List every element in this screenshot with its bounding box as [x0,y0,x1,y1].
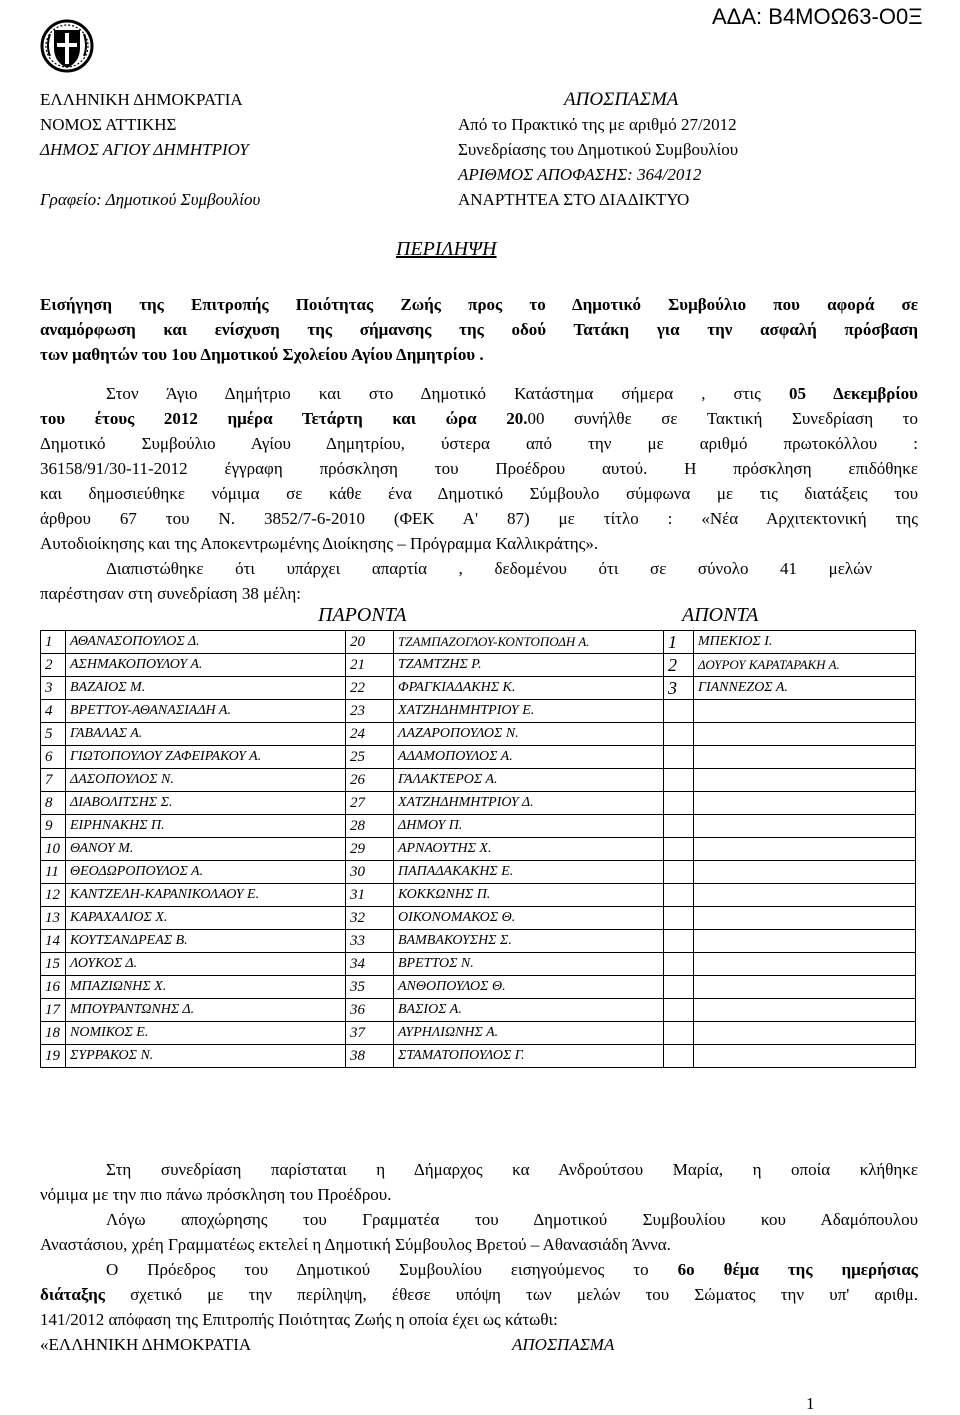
present-number: 16 [41,976,66,999]
absent-empty-number [664,907,694,930]
absent-empty-name [694,700,916,723]
present-name: ΣΤΑΜΑΤΟΠΟΥΛΟΣ Γ. [394,1045,664,1068]
closing-quote-country: «ΕΛΛΗΝΙΚΗ ΔΗΜΟΚΡΑΤΙΑ [40,1335,252,1354]
absent-heading: ΑΠΟΝΤΑ [682,604,759,626]
present-name: ΓΑΒΑΛΑΣ Α. [66,723,346,746]
absent-empty-name [694,1045,916,1068]
absent-empty-number [664,769,694,792]
closing-p1-line-2: νόμιμα με την πιο πάνω πρόσκληση του Προέδρου. [40,1185,392,1204]
intro-date: 05 Δεκεμβρίου [788,384,918,403]
absent-number: 2 [664,654,694,677]
table-row [41,976,916,999]
present-name: ΚΑΡΑΧΑΛΙΟΣ Χ. [66,907,346,930]
present-name: ΔΗΜΟΥ Π. [394,815,664,838]
present-number: 26 [346,769,394,792]
closing-p3-line-2-text: σχετικό με την περίληψη, έθεσε υπόψη των μελών του Σώματος την υπ' αριθμ. [104,1285,918,1304]
absent-name: ΔΟΥΡΟΥ ΚΑΡΑΤΑΡΑΚΗ Α. [694,654,916,677]
present-number: 9 [41,815,66,838]
closing-p3-line-3: 141/2012 απόφαση της Επιτροπής Ποιότητας Ζωής η οποία έχει ως κάτωθι: [40,1310,558,1329]
intro-line-9: παρέστησαν στη συνεδρίαση 38 μέλη: [40,584,302,603]
present-name: ΤΖΑΜΤΖΗΣ Ρ. [394,654,664,677]
present-number: 20 [346,631,394,654]
present-number: 6 [41,746,66,769]
present-name: ΚΑΝΤΖΕΛΗ-ΚΑΡΑΝΙΚΟΛΑΟΥ Ε. [66,884,346,907]
absent-empty-number [664,746,694,769]
present-number: 3 [41,677,66,700]
table-row [41,723,916,746]
present-number: 34 [346,953,394,976]
table-row [41,1022,916,1045]
header-decision-number: ΑΡΙΘΜΟΣ ΑΠΟΦΑΣΗΣ: 364/2012 [458,165,702,184]
table-row [41,654,916,677]
present-name: ΑΡΝΑΟΥΤΗΣ Χ. [394,838,664,861]
table-row [41,792,916,815]
present-name: ΒΡΕΤΤΟΣ Ν. [394,953,664,976]
ada-code: ΑΔΑ: Β4ΜΟΩ63-Ο0Ξ [712,4,923,29]
agenda-word: διάταξης [40,1285,105,1304]
closing-p2-line-1: Λόγω αποχώρησης του Γραμματέα του Δημοτικού Συμβουλίου κου Αδαμόπουλου [106,1210,918,1229]
present-number: 17 [41,999,66,1022]
present-number: 29 [346,838,394,861]
intro-line-2 [40,406,918,431]
absent-empty-number [664,792,694,815]
summary-title: ΠΕΡΙΛΗΨΗ [396,238,497,260]
present-number: 38 [346,1045,394,1068]
table-row [41,677,916,700]
present-number: 10 [41,838,66,861]
present-name: ΑΝΘΟΠΟΥΛΟΣ Θ. [394,976,664,999]
absent-name: ΓΙΑΝΝΕΖΟΣ Α. [694,677,916,700]
header-minutes: Από το Πρακτικό της με αριθμό 27/2012 [458,115,737,134]
present-number: 7 [41,769,66,792]
absent-empty-name [694,930,916,953]
intro-line-6: άρθρου 67 του Ν. 3852/7-6-2010 (ΦΕΚ Α' 87) με τίτλο : «Νέα Αρχιτεκτονική της [40,509,918,528]
present-name: ΧΑΤΖΗΔΗΜΗΤΡΙΟΥ Ε. [394,700,664,723]
present-name: ΧΑΤΖΗΔΗΜΗΤΡΙΟΥ Δ. [394,792,664,815]
closing-quote-extract: ΑΠΟΣΠΑΣΜΑ [512,1335,615,1354]
absent-empty-name [694,792,916,815]
present-number: 37 [346,1022,394,1045]
present-name: ΤΖΑΜΠΑΖΟΓΛΟΥ-ΚΟΝΤΟΠΟΔΗ Α. [394,631,664,654]
header-office: Γραφείο: Δημοτικού Συμβουλίου [40,190,261,209]
present-number: 12 [41,884,66,907]
closing-p3-line-1-text: Ο Πρόεδρος του Δημοτικού Συμβουλίου εισηγούμενος το [106,1260,678,1279]
intro-line-1-text: Στον Άγιο Δημήτριο και στο Δημοτικό Κατάστημα σήμερα , στις [106,384,789,403]
table-row [41,907,916,930]
absent-empty-name [694,838,916,861]
absent-empty-number [664,815,694,838]
present-number: 8 [41,792,66,815]
present-number: 14 [41,930,66,953]
table-row [41,700,916,723]
absent-empty-name [694,815,916,838]
present-number: 15 [41,953,66,976]
header-municipality: ΔΗΜΟΣ ΑΓΙΟΥ ΔΗΜΗΤΡΙΟΥ [40,140,249,159]
present-name: ΒΑΖΑΙΟΣ Μ. [66,677,346,700]
header-extract-title: ΑΠΟΣΠΑΣΜΑ [564,89,679,110]
intro-line-3: Δημοτικό Συμβούλιο Αγίου Δημητρίου, ύστερα από την με αριθμό πρωτοκόλλου : [40,434,918,453]
absent-empty-name [694,999,916,1022]
closing-p3-line-1 [106,1257,918,1282]
agenda-item: 6ο θέμα της ημερήσιας [677,1260,918,1279]
page-number: 1 [806,1394,815,1413]
header-publish-online: ΑΝΑΡΤΗΤΕΑ ΣΤΟ ΔΙΑΔΙΚΤΥΟ [458,190,690,209]
present-name: ΣΥΡΡΑΚΟΣ Ν. [66,1045,346,1068]
absent-empty-number [664,723,694,746]
intro-weekday-time: του έτους 2012 ημέρα Τετάρτη και ώρα 20. [40,409,528,428]
present-number: 32 [346,907,394,930]
present-number: 36 [346,999,394,1022]
present-number: 33 [346,930,394,953]
intro-line-8: Διαπιστώθηκε ότι υπάρχει απαρτία , δεδομένου ότι σε σύνολο 41 μελών [106,559,872,578]
present-name: ΔΑΣΟΠΟΥΛΟΣ Ν. [66,769,346,792]
present-number: 4 [41,700,66,723]
present-name: ΘΕΟΔΩΡΟΠΟΥΛΟΣ Α. [66,861,346,884]
present-name: ΒΑΜΒΑΚΟΥΣΗΣ Σ. [394,930,664,953]
intro-line-7: Αυτοδιοίκησης και της Αποκεντρωμένης Διοίκησης – Πρόγραμμα Καλλικράτης». [40,534,599,553]
present-name: ΓΙΩΤΟΠΟΥΛΟΥ ΖΑΦΕΙΡΑΚΟΥ Α. [66,746,346,769]
present-name: ΓΑΛΑΚΤΕΡΟΣ Α. [394,769,664,792]
present-name: ΚΟΚΚΩΝΗΣ Π. [394,884,664,907]
present-name: ΜΠΟΥΡΑΝΤΩΝΗΣ Δ. [66,999,346,1022]
absent-empty-name [694,953,916,976]
table-row [41,999,916,1022]
present-heading: ΠΑΡΟΝΤΑ [318,604,407,626]
closing-p2-line-2: Αναστάσιου, χρέη Γραμματέως εκτελεί η Δημοτική Σύμβουλος Βρετού – Αθανασιάδη Άννα. [40,1235,671,1254]
absent-empty-name [694,884,916,907]
present-name: ΚΟΥΤΣΑΝΔΡΕΑΣ Β. [66,930,346,953]
absent-empty-number [664,884,694,907]
present-name: ΛΑΖΑΡΟΠΟΥΛΟΣ Ν. [394,723,664,746]
absent-empty-number [664,999,694,1022]
table-row [41,1045,916,1068]
present-name: ΘΑΝΟΥ Μ. [66,838,346,861]
absent-empty-number [664,1045,694,1068]
absent-name: ΜΠΕΚΙΟΣ Ι. [694,631,916,654]
present-name: ΝΟΜΙΚΟΣ Ε. [66,1022,346,1045]
present-number: 5 [41,723,66,746]
table-row [41,953,916,976]
absent-empty-number [664,838,694,861]
absent-empty-number [664,1022,694,1045]
present-name: ΕΙΡΗΝΑΚΗΣ Π. [66,815,346,838]
present-number: 23 [346,700,394,723]
absent-empty-name [694,769,916,792]
present-name: ΠΑΠΑΔΑΚΑΚΗΣ Ε. [394,861,664,884]
present-name: ΑΣΗΜΑΚΟΠΟΥΛΟΥ Α. [66,654,346,677]
present-name: ΒΑΣΙΟΣ Α. [394,999,664,1022]
present-number: 35 [346,976,394,999]
intro-line-5: και δημοσιεύθηκε νόμιμα σε κάθε ένα Δημοτικό Σύμβουλο σύμφωνα με τις διατάξεις του [40,484,918,503]
table-row [41,815,916,838]
present-name: ΛΟΥΚΟΣ Δ. [66,953,346,976]
absent-empty-name [694,976,916,999]
closing-p3-line-2 [40,1282,918,1307]
present-number: 30 [346,861,394,884]
table-row [41,769,916,792]
present-number: 18 [41,1022,66,1045]
summary-line-3: των μαθητών του 1ου Δημοτικού Σχολείου Αγίου Δημητρίου . [40,345,484,364]
present-name: ΑΥΡΗΛΙΩΝΗΣ Α. [394,1022,664,1045]
present-number: 19 [41,1045,66,1068]
absent-empty-name [694,746,916,769]
closing-p1-line-1: Στη συνεδρίαση παρίσταται η Δήμαρχος κα Ανδρούτσου Μαρία, η οποία κλήθηκε [106,1160,918,1179]
present-number: 24 [346,723,394,746]
absent-number: 1 [664,631,694,654]
table-row [41,930,916,953]
absent-number: 3 [664,677,694,700]
present-number: 2 [41,654,66,677]
table-row [41,861,916,884]
present-name: ΑΔΑΜΟΠΟΥΛΟΣ Α. [394,746,664,769]
absent-empty-name [694,861,916,884]
table-row [41,631,916,654]
summary-line-1: Εισήγηση της Επιτροπής Ποιότητας Ζωής προς το Δημοτικό Συμβούλιο που αφορά σε [40,295,918,314]
intro-line-1 [106,381,918,406]
members-table [40,630,916,1068]
header-country: ΕΛΛΗΝΙΚΗ ΔΗΜΟΚΡΑΤΙΑ [40,90,243,109]
present-number: 13 [41,907,66,930]
absent-empty-number [664,953,694,976]
intro-line-2-text: 00 συνήλθε σε Τακτική Συνεδρίαση το [527,409,918,428]
absent-empty-name [694,1022,916,1045]
absent-empty-name [694,907,916,930]
present-number: 25 [346,746,394,769]
present-name: ΔΙΑΒΟΛΙΤΣΗΣ Σ. [66,792,346,815]
members-body [41,631,916,1068]
present-number: 11 [41,861,66,884]
greek-emblem-icon [40,16,94,81]
present-number: 31 [346,884,394,907]
absent-empty-number [664,976,694,999]
intro-line-4: 36158/91/30-11-2012 έγγραφη πρόσκληση του Προέδρου αυτού. Η πρόσκληση επιδόθηκε [40,459,918,478]
absent-empty-name [694,723,916,746]
present-number: 22 [346,677,394,700]
summary-line-2: αναμόρφωση και ενίσχυση της σήμανσης της οδού Τατάκη για την ασφαλή πρόσβαση [40,320,918,339]
present-name: ΜΠΑΖΙΩΝΗΣ Χ. [66,976,346,999]
header-session: Συνεδρίασης του Δημοτικού Συμβουλίου [458,140,739,159]
present-name: ΦΡΑΓΚΙΑΔΑΚΗΣ Κ. [394,677,664,700]
present-number: 27 [346,792,394,815]
table-row [41,884,916,907]
table-row [41,838,916,861]
header-prefecture: ΝΟΜΟΣ ΑΤΤΙΚΗΣ [40,115,177,134]
absent-empty-number [664,930,694,953]
present-name: ΟΙΚΟΝΟΜΑΚΟΣ Θ. [394,907,664,930]
absent-empty-number [664,861,694,884]
present-number: 28 [346,815,394,838]
present-name: ΑΘΑΝΑΣΟΠΟΥΛΟΣ Δ. [66,631,346,654]
present-name: ΒΡΕΤΤΟΥ-ΑΘΑΝΑΣΙΑΔΗ Α. [66,700,346,723]
table-row [41,746,916,769]
present-number: 1 [41,631,66,654]
absent-empty-number [664,700,694,723]
present-number: 21 [346,654,394,677]
